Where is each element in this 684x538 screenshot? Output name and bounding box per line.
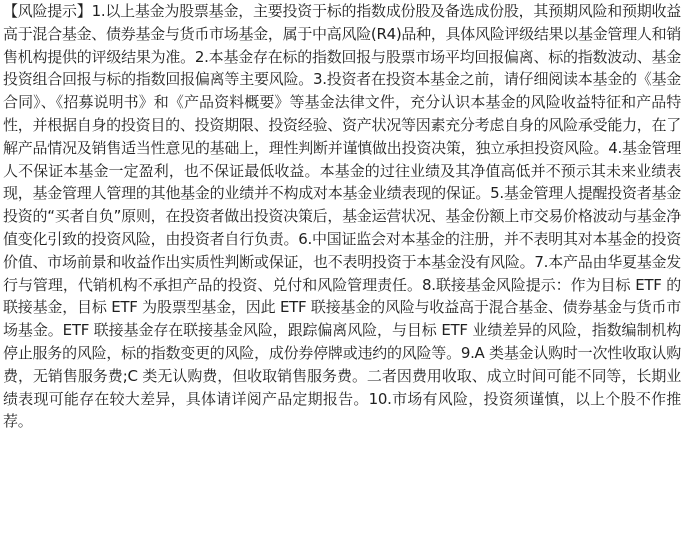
- risk-disclaimer-paragraph: [3, 0, 681, 433]
- disclaimer-header: 【风险提示】: [3, 2, 92, 20]
- disclaimer-body: 1.以上基金为股票基金，主要投资于标的指数成份股及备选成份股，其预期风险和预期收益高于混合基金、债券基金与货币市场基金，属于中高风险(R4)品种，具体风险评级结果以基金管理人和销售机构提供的评级结果为准。2.本基金存在标的指数回报与股票市场平均回报偏离、标的指数波动、基金投资组合回报与标的指数回报偏离等主要风险。3.投资者在投资本基金之前，请仔细阅读本基金的《基金合同》、《招募说明书》和《产品资料概要》等基金法律文件，充分认识本基金的风险收益特征和产品特性，并根据自身的投资目的、投资期限、投资经验、资产状况等因素充分考虑自身的风险承受能力，在了解产品情况及销售适当性意见的基础上，理性判断并谨慎做出投资决策，独立承担投资风险。4.基金管理人不保证本基金一定盈利，也不保证最低收益。本基金的过往业绩及其净值高低并不预示其未来业绩表现，基金管理人管理的其他基金的业绩并不构成对本基金业绩表现的保证。5.基金管理人提醒投资者基金投资的“买者自负”原则，在投资者做出投资决策后，基金运营状况、基金份额上市交易价格波动与基金净值变化引致的投资风险，由投资者自行负责。6.中国证监会对本基金的注册，并不表明其对本基金的投资价值、市场前景和收益作出实质性判断或保证，也不表明投资于本基金没有风险。7.本产品由华夏基金发行与管理，代销机构不承担产品的投资、兑付和风险管理责任。8.联接基金风险提示：作为目标 ETF 的联接基金，目标 ETF 为股票型基金，因此 ETF 联接基金的风险与收益高于混合基金、债券基金与货币市场基金。ETF 联接基金存在联接基金风险，跟踪偏离风险，与目标 ETF 业绩差异的风险，指数编制机构停止服务的风险，标的指数变更的风险，成份券停牌或违约的风险等。9.A 类基金认购时一次性收取认购费，无销售服务费;C 类无认购费，但收取销售服务费。二者因费用收取、成立时间可能不同等，长期业绩表现可能存在较大差异，具体请详阅产品定期报告。10.市场有风险，投资须谨慎，以上个股不作推荐。: [3, 2, 681, 431]
